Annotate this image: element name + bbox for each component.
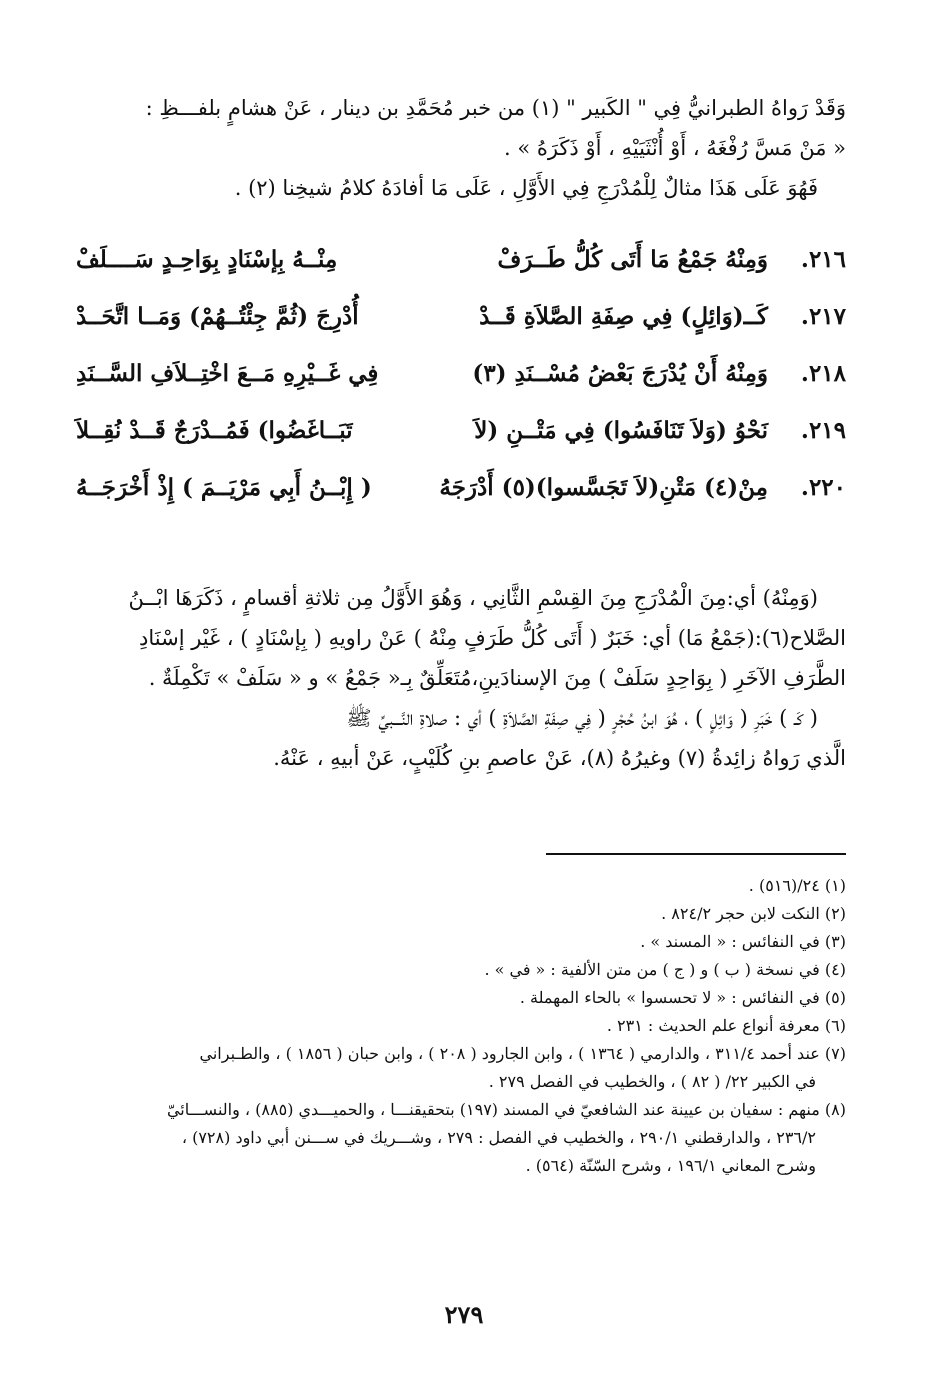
commentary-paragraph bbox=[76, 578, 846, 778]
verse-number: ٢١٩. bbox=[800, 417, 846, 444]
verse-number: ٢٢٠. bbox=[800, 474, 846, 501]
verse-line bbox=[76, 295, 846, 352]
commentary-line: الَّذي رَواهُ زائِدةُ (٧) وغيرُهُ (٨)، عَنْ عاصمِ بنِ كُلَيْبٍ، عَنْ أبيهِ ، عَنْهُ. bbox=[273, 746, 846, 770]
verse-second-hemistich: أُدْرِجَ (ثُمَّ جِئْتُــهُمْ) وَمَــا اتَّحَــدْ bbox=[76, 303, 359, 330]
verse-number: ٢١٧. bbox=[800, 303, 846, 330]
verse-first-hemistich: وَمِنْهُ جَمْعُ مَا أَتَى كُلُّ طَــرَفْ bbox=[497, 246, 768, 273]
footnotes bbox=[76, 872, 846, 1180]
footnote-continuation: وشرح المعاني ١٩٦/١ ، وشرح السّنّة (٥٦٤) . bbox=[525, 1156, 816, 1175]
footnote-continuation: في الكبير ٢٢/ ( ٨٢ ) ، والخطيب في الفصل ٢٧٩ . bbox=[488, 1072, 816, 1091]
footnote-divider bbox=[546, 853, 846, 855]
footnote-continuation: ٢٣٦/٢ ، والدارقطني ٢٩٠/١ ، والخطيب في الفصل : ٢٧٩ ، وشـــريك في ســـنن أبي داود (٧٢٨) ، bbox=[181, 1128, 816, 1147]
verse-first-hemistich: نَحْوُ (وَلاَ تَنَافَسُوا) فِي مَتْــنِ (لاَ bbox=[474, 417, 768, 444]
verse-second-hemistich: تَبَــاغَضُوا) فَمُــدْرَجٌ قَــدْ نُقِــلاَ bbox=[76, 417, 353, 444]
intro-line: « مَنْ مَسَّ رُفْغَهُ ، أَوْ أُنْثَيَيْهِ ، أَوْ ذَكَرَهُ » . bbox=[503, 136, 846, 160]
commentary-line: (وَمِنْهُ) أي:مِنَ الْمُدْرَجِ مِنَ القِسْمِ الثَّانِي ، وَهُوَ الأَوَّلُ مِن ثلاثةِ أقسامٍ ، ذَكَرَهَا ابْــنُ bbox=[128, 586, 818, 610]
verse-block bbox=[76, 238, 846, 523]
verse-line bbox=[76, 352, 846, 409]
verse-first-hemistich: وَمِنْهُ أَنْ يُدْرَجَ بَعْضُ مُسْــنَدِ (٣) bbox=[472, 360, 768, 387]
verse-second-hemistich: مِنْــهُ بِإسْنَادٍ بِوَاحِـدٍ سَــــلَفْ bbox=[76, 246, 338, 273]
page-number: ٢٧٩ bbox=[444, 1300, 484, 1329]
verse-number: ٢١٦. bbox=[800, 246, 846, 273]
verse-line bbox=[76, 466, 846, 523]
intro-paragraph bbox=[76, 88, 846, 208]
footnote: (٢) النكت لابن حجر ٨٢٤/٢ . bbox=[661, 904, 846, 923]
verse-line bbox=[76, 409, 846, 466]
verse-number: ٢١٨. bbox=[800, 360, 846, 387]
verse-line bbox=[76, 238, 846, 295]
footnote: (٦) معرفة أنواع علم الحديث : ٢٣١ . bbox=[606, 1016, 846, 1035]
intro-line: وَقَدْ رَواهُ الطبرانيُّ فِي " الكَبير " (١) من خبر مُحَمَّدِ بن دينار ، عَنْ هشامٍ بلفـــظِ : bbox=[145, 96, 846, 120]
verse-second-hemistich: فِي غَــيْرِهِ مَــعَ اخْتِــلاَفِ السَّــنَدِ bbox=[76, 360, 379, 387]
footnote: (٧) عند أحمد ٣١١/٤ ، والدارمي ( ١٣٦٤ ) ، وابن الجارود ( ٢٠٨ ) ، وابن حبان ( ١٨٥٦ ) ، والطـبراني bbox=[199, 1044, 846, 1063]
footnote: (٥) في النفائس : « لا تحسسوا » بالحاء المهملة . bbox=[519, 988, 846, 1007]
verse-first-hemistich: كَــ(وَائِلٍ) فِي صِفَةِ الصَّلاَةِ قَــدْ bbox=[479, 303, 768, 330]
verse-second-hemistich: ( إِبْــنُ أَبِي مَرْيَــمَ ) إِذْ أَخْرَجَــهُ bbox=[76, 474, 372, 501]
commentary-line: الصَّلاح(٦):(جَمْعُ مَا) أي: خَبَرٌ ( أَتَى كُلُّ طَرَفٍ مِنْهُ ) عَنْ راويهِ ( بِإسْنَادٍ ) ، غَيْر إسْنَادِ bbox=[139, 626, 846, 650]
footnote: (٤) في نسخة ( ب ) و ( ج ) من متن الألفية : « في » . bbox=[484, 960, 846, 979]
footnote: (١) ٢٤/(٥١٦) . bbox=[748, 876, 846, 895]
footnote: (٨) منهم : سفيان بن عيينة عند الشافعيّ في المسند (١٩٧) بتحقيقنـــا ، والحميـــدي (٨٨٥) ، والنســـائيّ bbox=[166, 1100, 846, 1119]
footnote: (٣) في النفائس : « المسند » . bbox=[640, 932, 846, 951]
commentary-line: الطَّرَفِ الآخَرِ ( بِوَاحِدٍ سَلَفْ ) مِنَ الإسنادَينِ،مُتَعَلِّقٌ بِـ« جَمْعُ » و « سَلَفْ » تَكْمِلَةٌ . bbox=[148, 666, 846, 690]
commentary-line: ( كَـ ) خَبَرِ ( وَائِلٍ ) ، هُوَ ابنُ حُجْرٍ ( فِي صِفَةِ الصَّلاَةِ ) أي : صلاةِ النَّـــبيِّ ﷺ bbox=[346, 706, 818, 730]
verse-first-hemistich: مِنْ(٤) مَتْنِ(لاَ تَجَسَّسوا)(٥) أَدْرَجَهُ bbox=[439, 474, 768, 501]
intro-line: فَهُوَ عَلَى هَذَا مثالٌ لِلْمُدْرَجِ فِي الأَوَّلِ ، عَلَى مَا أفادَهُ كلامُ شيخِنا (٢) . bbox=[234, 176, 818, 200]
